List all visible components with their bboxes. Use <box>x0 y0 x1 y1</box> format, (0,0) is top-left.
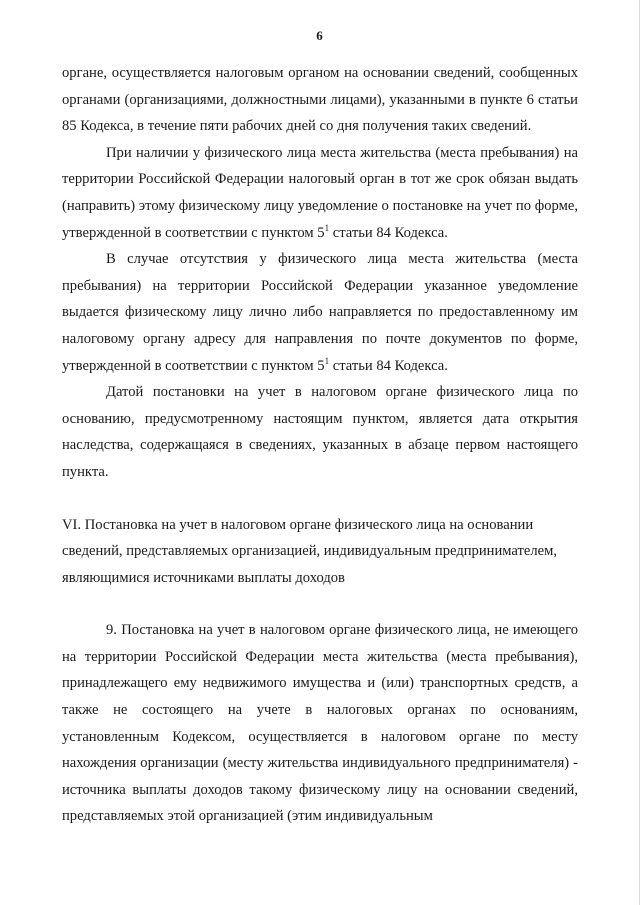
paragraph-registration-date: Датой постановки на учет в налоговом органе физического лица по основанию, предусмотренному настоящим пунктом, является дата открытия наследства, содержащаяся в сведениях, указанных в абзаце первом настоящего пункта. <box>62 384 578 480</box>
section-heading <box>62 512 578 592</box>
section-heading-line: являющимися источниками выплаты доходов <box>62 569 345 586</box>
paragraph-notification-no-residence <box>62 246 578 379</box>
superscript-marker: 1 <box>324 355 330 366</box>
paragraph-text: В случае отсутствия у физического лица места жительства (места пребывания) на территории Российской Федерации указанное уведомление выдается физическому лицу лично либо направляется по предоставленному им налоговому органу адресу для направления по почте документов по форме, утвержденной в соответствии с пунктом 5 <box>62 251 578 374</box>
paragraph-text: При наличии у физического лица места жительства (места пребывания) на территории Российской Федерации налоговый орган в тот же срок обязан выдать (направить) этому физическому лицу уведомление о постановке на учет по форме, утвержденной в соответствии с пунктом 5 <box>62 144 578 241</box>
paragraph-continuation: органе, осуществляется налоговым органом на основании сведений, сообщенных органами (организациями, должностными лицами), указанными в пункте 6 статьи 85 Кодекса, в течение пяти рабочих дней со дня получения таких сведений. <box>62 65 578 135</box>
page-number: 6 <box>316 28 323 43</box>
superscript-marker: 1 <box>324 222 330 233</box>
paragraph-text-tail: статьи 84 Кодекса. <box>329 357 448 374</box>
paragraph-text-tail: статьи 84 Кодекса. <box>329 224 448 241</box>
document-body <box>62 60 578 830</box>
spacer <box>62 591 578 617</box>
paragraph-9: 9. Постановка на учет в налоговом органе физического лица, не имеющего на территории Российской Федерации места жительства (места пребывания), принадлежащего ему недвижимого имущества и (или) транспортных средств, а также не состоящего на учете в налоговых органах по основаниям, установленным Кодексом, осуществляется в налоговом органе по месту нахождения организации (месту жительства индивидуального предпринимателя) - источника выплаты доходов такому физическому лицу на основании сведений, представляемых этой организацией (этим индивидуальным <box>62 622 578 825</box>
spacer <box>62 486 578 512</box>
paragraph-notification-residence <box>62 140 578 246</box>
section-heading-line: VI. Постановка на учет в налоговом органе физического лица на основании <box>62 516 534 533</box>
section-heading-line: сведений, представляемых организацией, индивидуальным предпринимателем, <box>62 543 558 560</box>
